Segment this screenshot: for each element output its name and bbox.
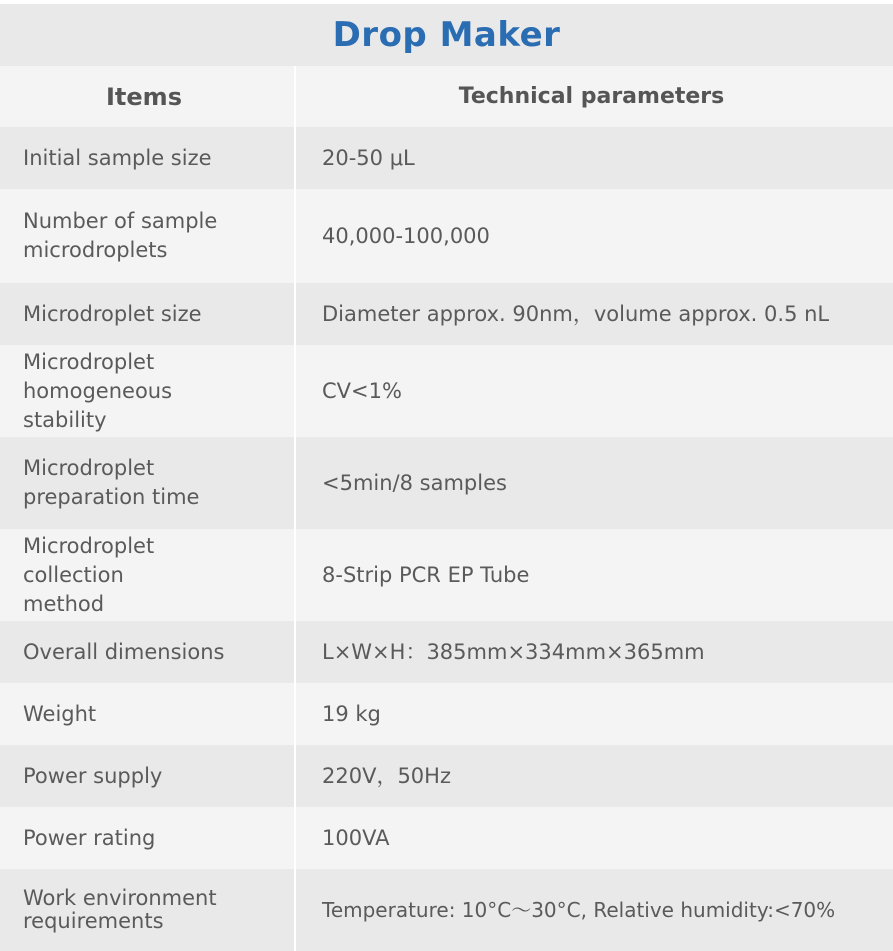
param-cell <box>296 807 893 869</box>
item-cell <box>0 745 294 807</box>
table-row <box>0 345 893 437</box>
param-value: 20-50 μL <box>322 145 415 170</box>
param-value: <5min/8 samples <box>322 470 507 495</box>
table-row <box>0 683 893 745</box>
table-title: Drop Maker <box>332 15 561 55</box>
header-cell-parameters <box>296 66 893 127</box>
param-cell <box>296 189 893 283</box>
item-cell <box>0 807 294 869</box>
item-label: Power rating <box>23 825 156 850</box>
item-cell <box>0 621 294 683</box>
param-cell <box>296 683 893 745</box>
param-value: 8-Strip PCR EP Tube <box>322 562 530 587</box>
table-row <box>0 127 893 189</box>
item-label: Microdroplet homogeneous stability <box>23 349 173 432</box>
table-row <box>0 807 893 869</box>
item-label: Weight <box>23 701 97 726</box>
param-value: Diameter approx. 90nm，volume approx. 0.5 nL <box>322 301 830 326</box>
item-cell <box>0 345 294 437</box>
item-cell <box>0 869 294 951</box>
item-label: Microdroplet size <box>23 301 202 326</box>
header-row <box>0 66 893 127</box>
param-value: Temperature: 10°C～30°C, Relative humidity:<70% <box>322 897 836 922</box>
table-row <box>0 869 893 951</box>
header-parameters-label: Technical parameters <box>458 84 725 109</box>
param-cell <box>296 437 893 529</box>
param-cell <box>296 869 893 951</box>
param-cell <box>296 283 893 345</box>
table-row <box>0 189 893 283</box>
param-value: L×W×H：385mm×334mm×365mm <box>322 639 705 664</box>
table-row <box>0 621 893 683</box>
item-cell <box>0 283 294 345</box>
param-cell <box>296 621 893 683</box>
item-label: Power supply <box>23 763 163 788</box>
item-cell <box>0 683 294 745</box>
param-cell <box>296 127 893 189</box>
item-label: Microdroplet preparation time <box>23 456 200 509</box>
param-value: 19 kg <box>322 701 381 726</box>
item-label: Overall dimensions <box>23 639 225 664</box>
item-cell <box>0 189 294 283</box>
item-label: Number of sample microdroplets <box>23 209 218 262</box>
param-value: 40,000-100,000 <box>322 223 490 248</box>
table-row <box>0 745 893 807</box>
title-bar <box>0 4 893 66</box>
param-cell <box>296 529 893 621</box>
param-cell <box>296 745 893 807</box>
item-label: Work environment requirements <box>23 886 217 933</box>
header-cell-items <box>0 66 294 127</box>
param-value: 100VA <box>322 825 390 850</box>
item-cell <box>0 127 294 189</box>
param-cell <box>296 345 893 437</box>
param-value: 220V，50Hz <box>322 763 451 788</box>
table-row <box>0 283 893 345</box>
item-cell <box>0 437 294 529</box>
table-row <box>0 529 893 621</box>
item-cell <box>0 529 294 621</box>
item-label: Initial sample size <box>23 145 212 170</box>
item-label: Microdroplet collection method <box>23 533 155 616</box>
header-items-label: Items <box>106 82 182 111</box>
table-row <box>0 437 893 529</box>
param-value: CV<1% <box>322 378 402 403</box>
